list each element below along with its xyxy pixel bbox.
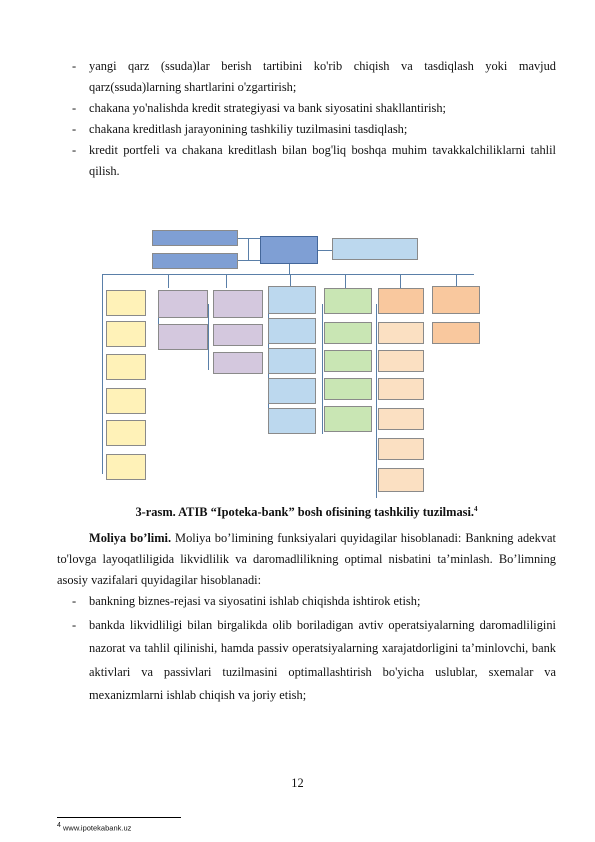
list-item (72, 591, 556, 612)
chart-box (213, 290, 263, 318)
connector (238, 260, 260, 261)
paragraph-text: Moliya bo’limining funksiyalari quyidagilar hisoblanadi: Bankning adekvat to'lovga layoqatliligida likvidlilik va daromadlilikning optimal nisbatini ta’minlash. Bo’limning asosiy vazifalari quyidagilar hisoblanadi: (57, 531, 556, 587)
chart-box (106, 321, 146, 347)
chart-box (106, 290, 146, 316)
chart-box (106, 388, 146, 414)
connector (345, 274, 346, 288)
chart-box (378, 288, 424, 314)
connector (289, 264, 290, 274)
chart-box (432, 322, 480, 344)
list-item (72, 56, 556, 98)
connector (238, 238, 260, 239)
chart-box (106, 354, 146, 380)
list-item (72, 614, 556, 708)
chart-box (268, 348, 316, 374)
chart-box (268, 286, 316, 314)
chart-box (213, 352, 263, 374)
chart-box (268, 378, 316, 404)
list-item-text: chakana kreditlash jarayonining tashkiliy tuzilmasini tasdiqlash; (89, 122, 408, 136)
connector (322, 304, 323, 434)
bullet-dash: - (72, 594, 77, 608)
list-item (72, 98, 556, 119)
paragraph-lead: Moliya bo’limi. (89, 531, 172, 545)
chart-box (268, 318, 316, 344)
chart-box (378, 378, 424, 400)
chart-box (324, 406, 372, 432)
list-item-text: kredit portfeli va chakana kreditlash bilan bog'liq boshqa muhim tavakkalchiliklarni tahlil qilish. (89, 143, 556, 178)
list-item-text: yangi qarz (ssuda)lar berish tartibini ko'rib chiqish va tasdiqlash yoki mavjud qarz(ssuda)larning shartlarini o'zgartirish; (89, 59, 556, 94)
connector (102, 274, 103, 474)
chart-box (213, 324, 263, 346)
connector (248, 238, 249, 261)
connector (318, 250, 332, 251)
bullet-dash: - (72, 59, 77, 73)
chart-box (378, 468, 424, 492)
chart-box (106, 454, 146, 480)
chart-box (378, 350, 424, 372)
bullet-dash: - (72, 618, 77, 632)
chart-box-head (260, 236, 318, 264)
footnote-mark: 4 (474, 505, 478, 513)
chart-box (432, 286, 480, 314)
org-chart-figure (100, 226, 497, 498)
figure-caption-text: 3-rasm. ATIB “Ipoteka-bank” bosh ofisining tashkiliy tuzilmasi. (135, 505, 475, 520)
footnote-mark: 4 (57, 822, 61, 829)
connector (168, 274, 169, 288)
paragraph (57, 528, 556, 591)
chart-box-top (152, 230, 238, 246)
chart-box-top (332, 238, 418, 260)
chart-box (324, 378, 372, 400)
list-item-text: bankda likvidliligi bilan birgalikda olib boriladigan avtiv operatsiyalarning daromadliligini nazorat va tahlil qilinishi, hamda passiv operatsiyalarning xarajatdorligini ta’minlovchi, bank aktivlari va passivlari tuzilmasini optimallashtirish bo'yicha uslublar, sxemalar va mexanizmlarni ishlab chiqish va joriy etish; (89, 618, 556, 703)
figure-caption (57, 505, 556, 520)
chart-box (158, 290, 208, 318)
bullet-dash: - (72, 143, 77, 157)
connector (376, 304, 377, 498)
connector (400, 274, 401, 288)
chart-box (324, 350, 372, 372)
chart-box (378, 408, 424, 430)
chart-box (378, 438, 424, 460)
chart-box (106, 420, 146, 446)
list-item (72, 140, 556, 182)
connector (208, 304, 209, 370)
chart-box (158, 324, 208, 350)
chart-box (268, 408, 316, 434)
footnote-rule (57, 817, 181, 818)
bullet-dash: - (72, 122, 77, 136)
chart-box-top (152, 253, 238, 269)
connector (102, 274, 474, 275)
bullet-dash: - (72, 101, 77, 115)
page-number: 12 (291, 776, 304, 790)
list-item-text: bankning biznes-rejasi va siyosatini ishlab chiqishda ishtirok etish; (89, 594, 421, 608)
chart-box (324, 288, 372, 314)
chart-box (324, 322, 372, 344)
list-item (72, 119, 556, 140)
chart-box (378, 322, 424, 344)
connector (226, 274, 227, 288)
footnote (57, 822, 131, 833)
footnote-text: www.ipotekabank.uz (63, 823, 132, 833)
list-item-text: chakana yo'nalishda kredit strategiyasi va bank siyosatini shakllantirish; (89, 101, 446, 115)
